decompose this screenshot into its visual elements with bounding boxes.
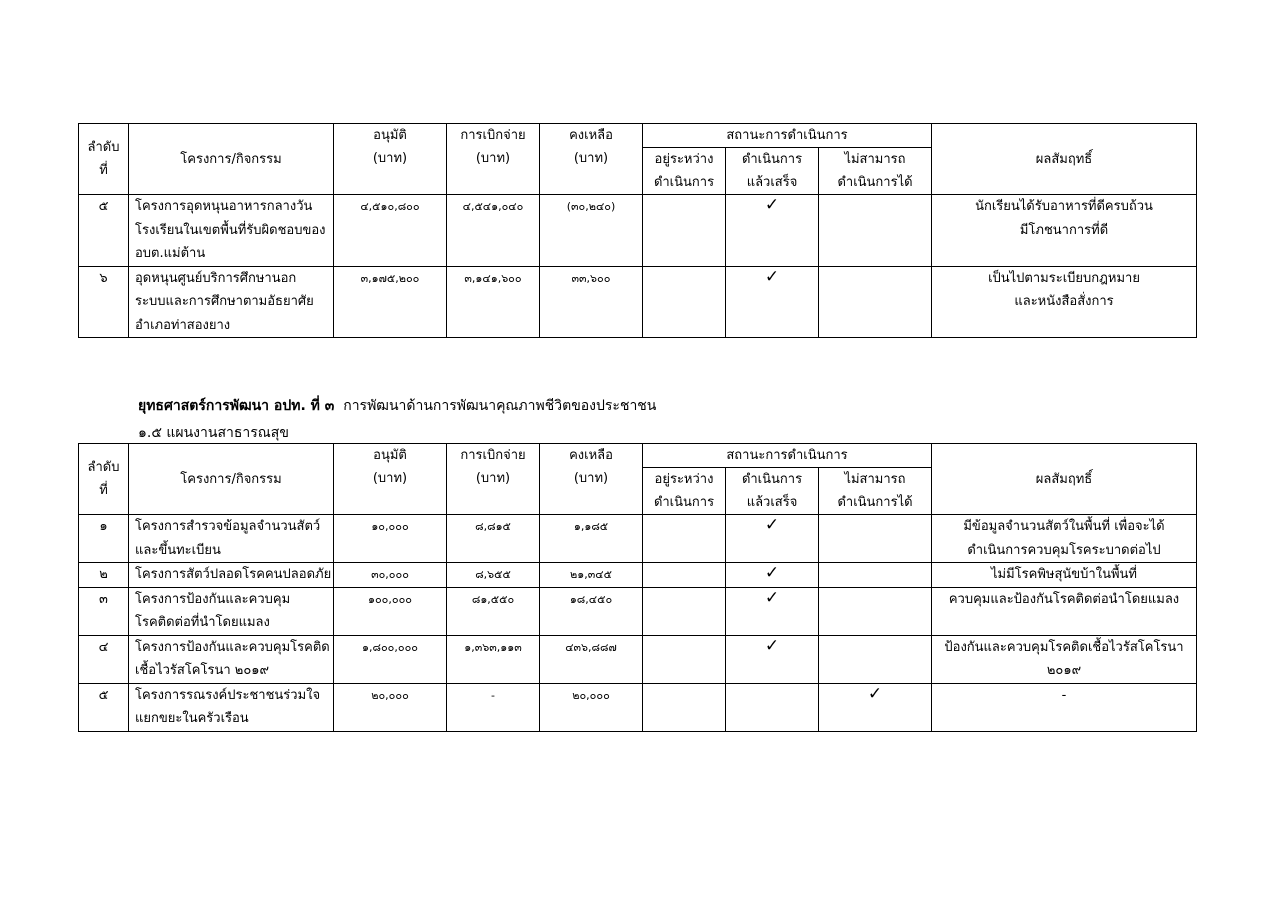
project-line: โรคติดต่อที่นำโดยแมลง xyxy=(135,615,270,630)
check-mark-icon: ✓ xyxy=(726,635,819,683)
project-line: โครงการสัตว์ปลอดโรคคนปลอดภัย xyxy=(135,567,332,582)
row-approved: ๔,๕๑๐,๘๐๐ xyxy=(334,195,447,267)
row-no: ๕ xyxy=(79,195,129,267)
project-line: ระบบและการศึกษาตามอัธยาศัย xyxy=(135,294,314,309)
row-project xyxy=(129,683,334,731)
outcome-line: - xyxy=(1061,687,1067,703)
header-status: สถานะการดำเนินการ xyxy=(643,124,932,148)
row-remaining: ๒๑,๓๔๕ xyxy=(540,563,643,588)
header-approved-line2: (บาท) xyxy=(372,471,408,486)
row-outcome xyxy=(932,195,1197,267)
header-completed-line1: ดำเนินการ xyxy=(741,472,803,487)
header-no-line2: ที่ xyxy=(99,483,108,498)
header-approved-line1: อนุมัติ xyxy=(373,128,407,143)
row-in-progress xyxy=(643,683,726,731)
row-approved: ๑,๘๐๐,๐๐๐ xyxy=(334,635,447,683)
header-outcome: ผลสัมฤทธิ์ xyxy=(932,124,1197,195)
header-outcome: ผลสัมฤทธิ์ xyxy=(932,444,1197,515)
header-disbursed xyxy=(447,444,540,515)
header-in-progress-line2: ดำเนินการ xyxy=(653,175,715,190)
row-in-progress xyxy=(643,635,726,683)
row-no: ๔ xyxy=(79,635,129,683)
header-disbursed xyxy=(447,124,540,195)
strategy-subtitle: การพัฒนาด้านการพัฒนาคุณภาพชีวิตของประชาชน xyxy=(343,398,657,414)
check-mark-icon: ✓ xyxy=(726,266,819,338)
header-disbursed-line1: การเบิกจ่าย xyxy=(460,448,526,463)
row-unable xyxy=(819,563,932,588)
header-status: สถานะการดำเนินการ xyxy=(643,444,932,468)
row-approved: ๓๐,๐๐๐ xyxy=(334,563,447,588)
header-disbursed-line2: (บาท) xyxy=(475,151,511,166)
row-disbursed: ๓,๑๔๑,๖๐๐ xyxy=(447,266,540,338)
row-outcome xyxy=(932,587,1197,635)
row-in-progress xyxy=(643,563,726,588)
outcome-line: มีข้อมูลจำนวนสัตว์ในพื้นที่ เพื่อจะได้ xyxy=(963,519,1165,534)
table-row xyxy=(79,515,1197,563)
row-project xyxy=(129,587,334,635)
row-outcome xyxy=(932,266,1197,338)
row-no: ๓ xyxy=(79,587,129,635)
header-in-progress xyxy=(643,148,726,195)
row-remaining: ๒๐,๐๐๐ xyxy=(540,683,643,731)
outcome-line: เป็นไปตามระเบียบกฎหมาย xyxy=(988,270,1140,286)
project-line: โครงการอุดหนุนอาหารกลางวัน xyxy=(135,199,313,214)
table-row xyxy=(79,563,1197,588)
row-disbursed: ๘,๘๑๕ xyxy=(447,515,540,563)
row-remaining: ๔๓๖,๘๘๗ xyxy=(540,635,643,683)
header-project: โครงการ/กิจกรรม xyxy=(129,444,334,515)
header-completed-line1: ดำเนินการ xyxy=(741,152,803,167)
header-remaining-line1: คงเหลือ xyxy=(569,448,613,463)
row-no: ๒ xyxy=(79,563,129,588)
outcome-line: และหนังสือสั่งการ xyxy=(1014,294,1114,309)
row-in-progress xyxy=(643,515,726,563)
row-disbursed: ๘๑,๕๕๐ xyxy=(447,587,540,635)
strategy-heading xyxy=(138,395,656,417)
outcome-line: นักเรียนได้รับอาหารที่ดีครบถ้วน xyxy=(975,199,1153,214)
header-unable-line1: ไม่สามารถ xyxy=(844,152,906,167)
row-project xyxy=(129,635,334,683)
header-in-progress xyxy=(643,468,726,515)
row-no: ๕ xyxy=(79,683,129,731)
header-unable-line1: ไม่สามารถ xyxy=(844,472,906,487)
header-remaining xyxy=(540,444,643,515)
header-project: โครงการ/กิจกรรม xyxy=(129,124,334,195)
row-unable xyxy=(819,587,932,635)
table-row xyxy=(79,587,1197,635)
outcome-line: ควบคุมและป้องกันโรคติดต่อนำโดยแมลง xyxy=(948,591,1180,607)
table-row xyxy=(79,683,1197,731)
outcome-line: ดำเนินการควบคุมโรคระบาดต่อไป xyxy=(967,542,1161,558)
outcome-line: ไม่มีโรคพิษสุนัขบ้าในพื้นที่ xyxy=(991,567,1137,582)
header-remaining xyxy=(540,124,643,195)
header-no xyxy=(79,444,129,515)
row-project xyxy=(129,266,334,338)
row-disbursed: - xyxy=(447,683,540,731)
budget-table-1 xyxy=(78,123,1197,338)
row-in-progress xyxy=(643,266,726,338)
header-disbursed-line1: การเบิกจ่าย xyxy=(460,128,526,143)
row-outcome xyxy=(932,683,1197,731)
row-in-progress xyxy=(643,587,726,635)
row-outcome xyxy=(932,515,1197,563)
row-approved: ๑๐,๐๐๐ xyxy=(334,515,447,563)
row-unable xyxy=(819,195,932,267)
project-line: อบต.แม่ต้าน xyxy=(135,246,206,261)
row-in-progress xyxy=(643,195,726,267)
row-unable xyxy=(819,635,932,683)
budget-table-2 xyxy=(78,443,1197,732)
row-remaining: ๑,๑๘๕ xyxy=(540,515,643,563)
check-mark-icon: ✓ xyxy=(726,563,819,588)
header-completed xyxy=(726,148,819,195)
row-approved: ๑๐๐,๐๐๐ xyxy=(334,587,447,635)
project-line: โครงการรณรงค์ประชาชนร่วมใจ xyxy=(135,687,321,703)
row-outcome xyxy=(932,635,1197,683)
row-unable xyxy=(819,515,932,563)
row-disbursed: ๔,๕๔๑,๐๔๐ xyxy=(447,195,540,267)
header-in-progress-line1: อยู่ระหว่าง xyxy=(654,472,714,487)
project-line: อุดหนุนศูนย์บริการศึกษานอก xyxy=(135,270,297,286)
outcome-line: มีโภชนาการที่ดี xyxy=(1019,222,1109,238)
check-mark-icon: ✓ xyxy=(726,195,819,267)
header-no xyxy=(79,124,129,195)
header-approved-line1: อนุมัติ xyxy=(373,448,407,463)
row-approved: ๒๐,๐๐๐ xyxy=(334,683,447,731)
project-line: โรงเรียนในเขตพื้นที่รับผิดชอบของ xyxy=(135,222,326,238)
row-project xyxy=(129,563,334,588)
header-completed-line2: แล้วเสร็จ xyxy=(746,175,798,190)
header-completed xyxy=(726,468,819,515)
table-row xyxy=(79,266,1197,338)
project-line: โครงการสำรวจข้อมูลจำนวนสัตว์ xyxy=(135,519,321,534)
row-remaining: (๓๐,๒๔๐) xyxy=(540,195,643,267)
header-no-line1: ลำดับ xyxy=(87,460,120,475)
row-disbursed: ๘,๖๕๕ xyxy=(447,563,540,588)
row-disbursed: ๑,๓๖๓,๑๑๓ xyxy=(447,635,540,683)
outcome-line: ป้องกันและควบคุมโรคติดเชื้อไวรัสโคโรนา xyxy=(944,639,1184,655)
check-mark-icon: ✓ xyxy=(726,515,819,563)
header-approved-line2: (บาท) xyxy=(372,151,408,166)
header-in-progress-line2: ดำเนินการ xyxy=(653,495,715,510)
outcome-line: ๒๐๑๙ xyxy=(1046,663,1082,678)
row-completed xyxy=(726,683,819,731)
table-row xyxy=(79,195,1197,267)
header-unable xyxy=(819,468,932,515)
row-unable xyxy=(819,266,932,338)
table-row xyxy=(79,635,1197,683)
header-completed-line2: แล้วเสร็จ xyxy=(746,495,798,510)
check-mark-icon: ✓ xyxy=(726,587,819,635)
row-remaining: ๑๘,๔๕๐ xyxy=(540,587,643,635)
row-approved: ๓,๑๗๕,๒๐๐ xyxy=(334,266,447,338)
row-project xyxy=(129,515,334,563)
project-line: อำเภอท่าสองยาง xyxy=(135,317,231,333)
plan-heading: ๑.๕ แผนงานสาธารณสุข xyxy=(138,425,289,441)
row-remaining: ๓๓,๖๐๐ xyxy=(540,266,643,338)
strategy-title: ยุทธศาสตร์การพัฒนา อปท. ที่ ๓ xyxy=(138,398,335,414)
header-unable-line2: ดำเนินการได้ xyxy=(837,175,913,190)
row-outcome xyxy=(932,563,1197,588)
header-approved xyxy=(334,124,447,195)
row-no: ๖ xyxy=(79,266,129,338)
row-project xyxy=(129,195,334,267)
header-no-line1: ลำดับ xyxy=(87,140,120,155)
project-line: โครงการป้องกันและควบคุม xyxy=(135,591,291,607)
header-disbursed-line2: (บาท) xyxy=(475,471,511,486)
header-remaining-line1: คงเหลือ xyxy=(569,128,613,143)
header-in-progress-line1: อยู่ระหว่าง xyxy=(654,152,714,167)
header-approved xyxy=(334,444,447,515)
row-no: ๑ xyxy=(79,515,129,563)
project-line: โครงการป้องกันและควบคุมโรคติด xyxy=(135,639,330,655)
project-line: และขึ้นทะเบียน xyxy=(135,542,221,558)
header-unable xyxy=(819,148,932,195)
header-remaining-line2: (บาท) xyxy=(573,151,609,166)
project-line: แยกขยะในครัวเรือน xyxy=(135,711,249,726)
header-no-line2: ที่ xyxy=(99,163,108,178)
header-unable-line2: ดำเนินการได้ xyxy=(837,495,913,510)
check-mark-icon: ✓ xyxy=(819,683,932,731)
project-line: เชื้อไวรัสโคโรนา ๒๐๑๙ xyxy=(135,663,270,678)
header-remaining-line2: (บาท) xyxy=(573,471,609,486)
